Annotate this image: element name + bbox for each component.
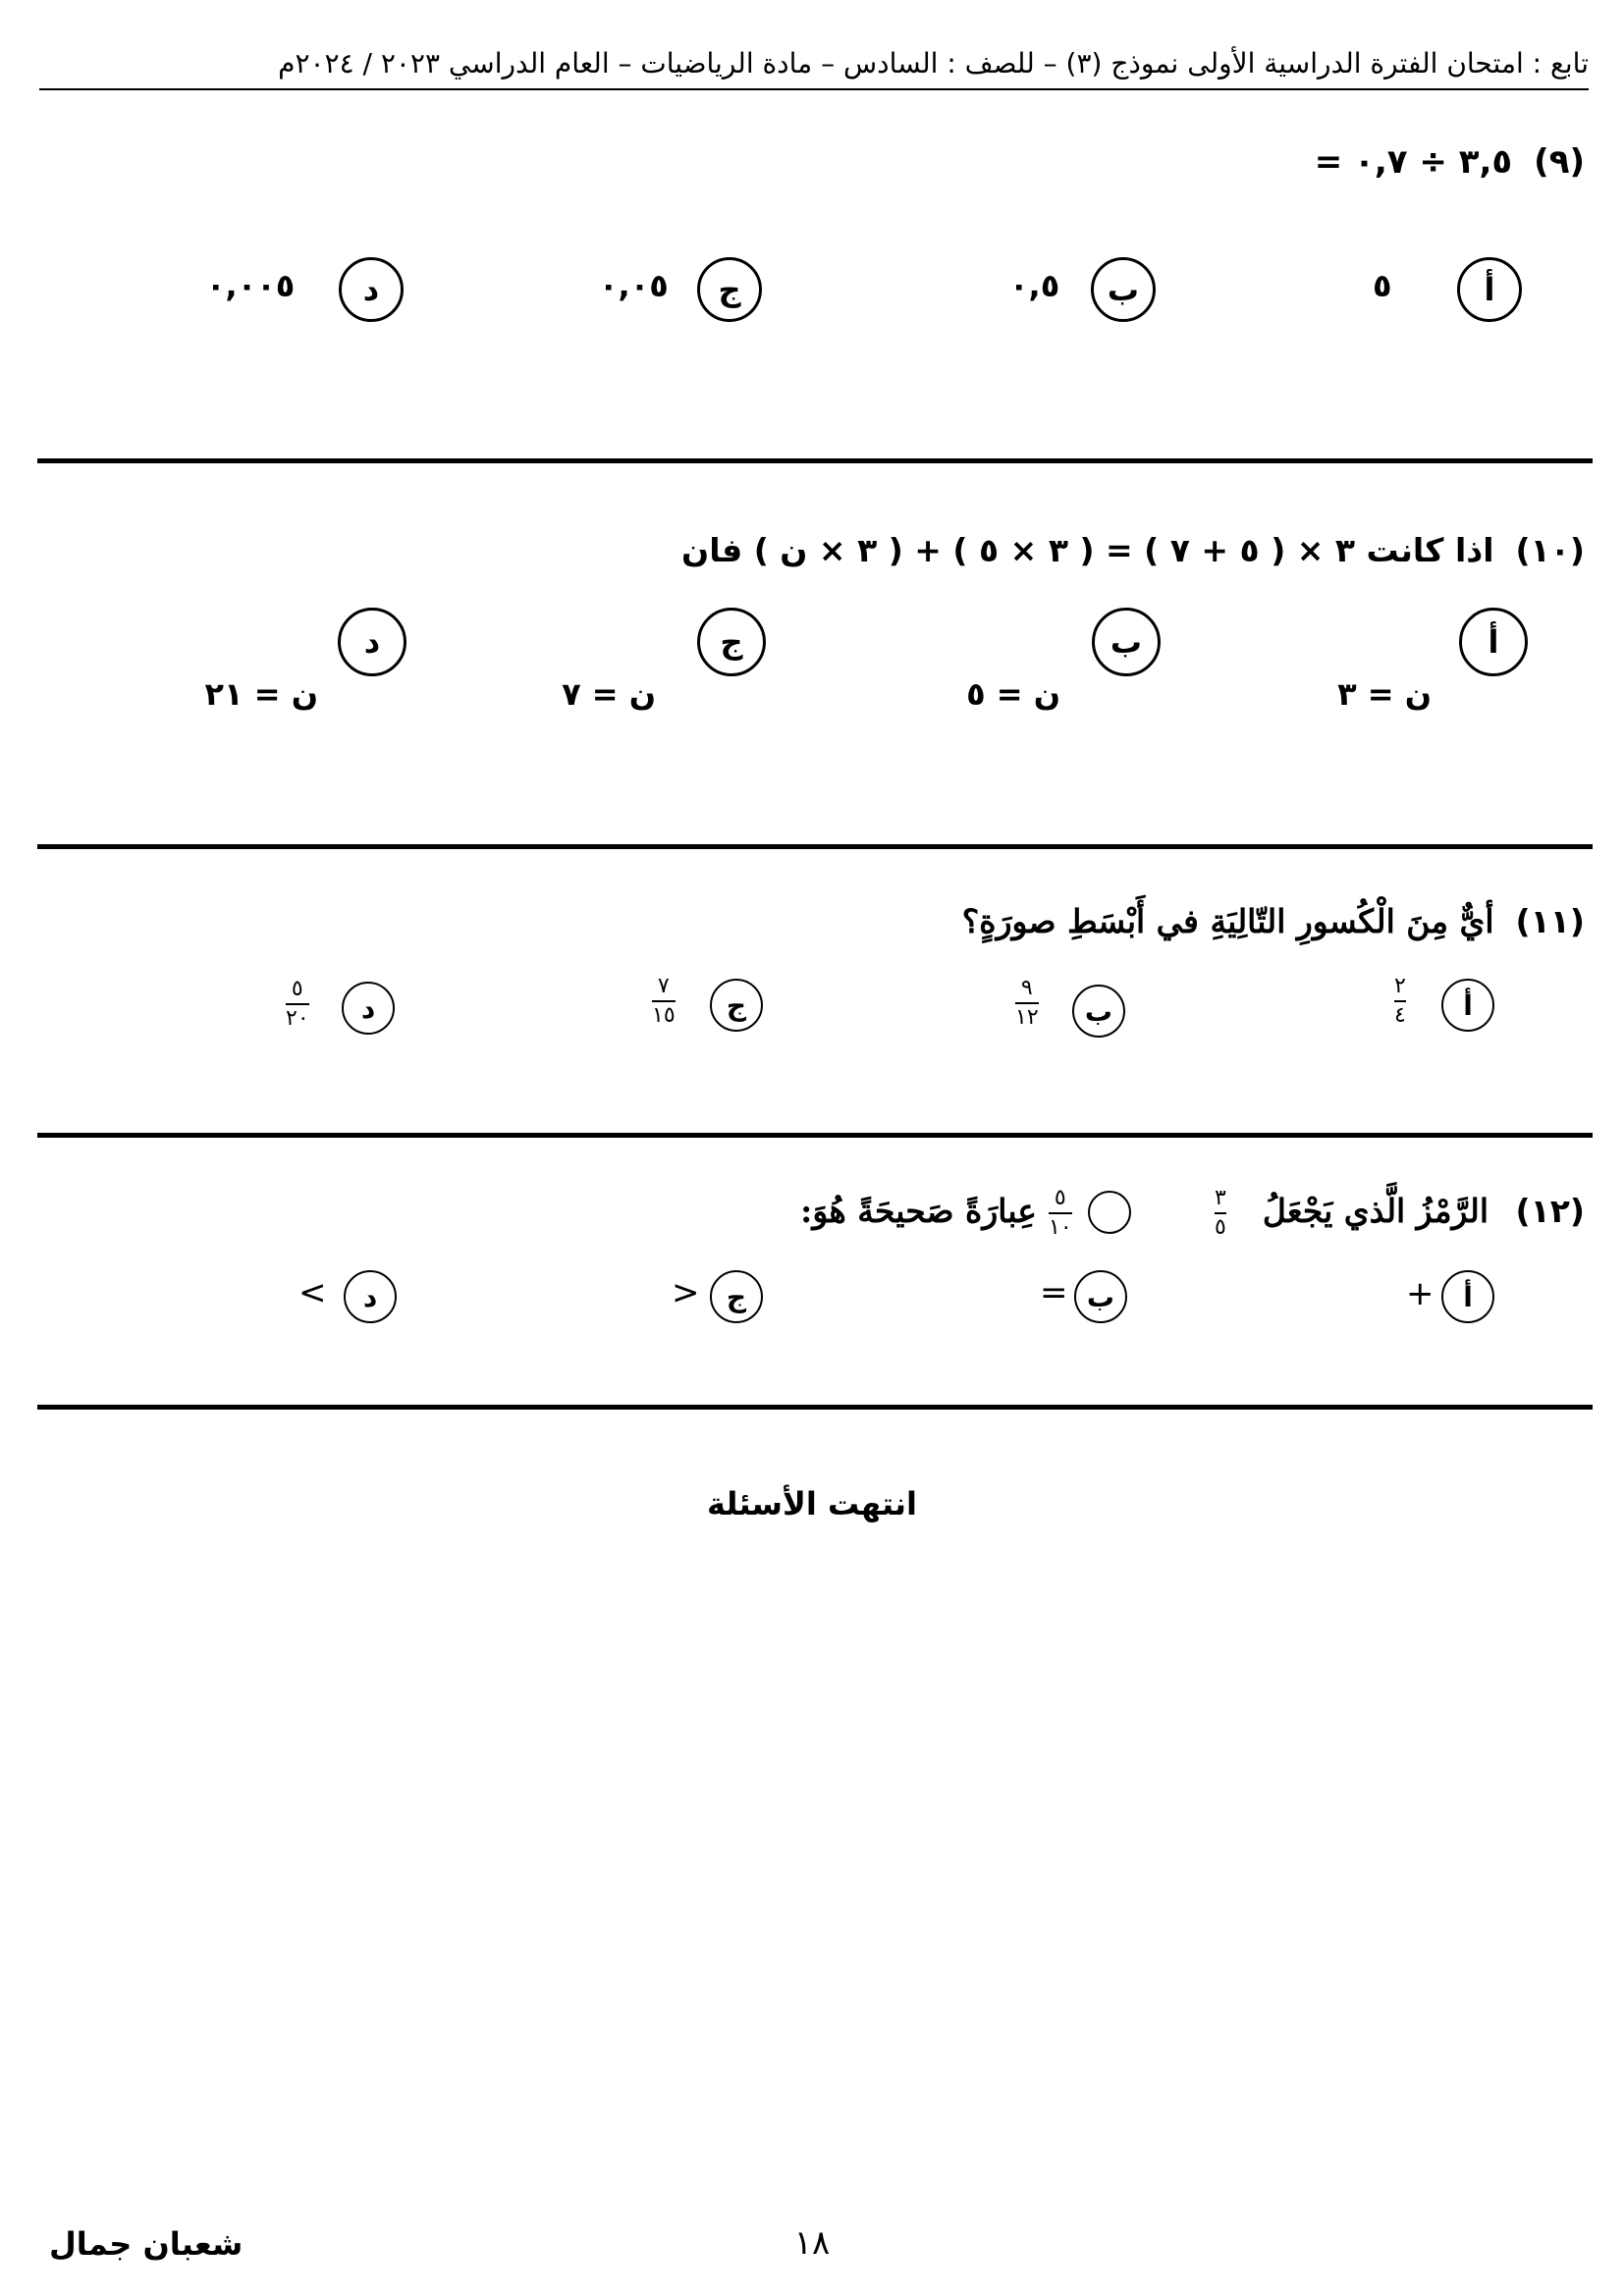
q12-option-c-symbol: > [672, 1273, 700, 1312]
q9-option-a-letter: أ [1484, 271, 1495, 308]
q11-option-a-denominator: ٤ [1394, 1003, 1406, 1028]
q12-option-d-letter: د [362, 1280, 378, 1313]
q9-option-d-circle[interactable] [339, 257, 404, 322]
q12-option-b-symbol: = [1040, 1273, 1068, 1312]
fraction-bar [1015, 1002, 1039, 1004]
question-9-number: (٩) [1534, 142, 1585, 182]
q11-option-d-fraction [286, 979, 309, 1030]
q12-fraction-right [1049, 1188, 1072, 1239]
q12-fraction-right-denominator: ١٠ [1049, 1215, 1072, 1240]
q11-option-c-circle[interactable] [710, 979, 763, 1032]
q12-option-a-symbol: + [1406, 1274, 1435, 1313]
q11-option-b-denominator: ١٢ [1015, 1005, 1039, 1030]
question-9 [1315, 137, 1585, 187]
fraction-bar [1215, 1212, 1226, 1214]
q10-option-a-circle[interactable] [1459, 608, 1528, 676]
q12-option-a-letter: أ [1463, 1280, 1473, 1313]
q10-option-d-circle[interactable] [338, 608, 406, 676]
question-12-text-after: عِبارَةً صَحيحَةً هُوَ: [800, 1192, 1037, 1230]
q12-fraction-right-numerator: ٥ [1054, 1186, 1066, 1210]
q11-option-a-fraction [1394, 976, 1406, 1027]
question-11-text: أيٌّ مِنَ الْكُسورِ التّالِيَةِ في أَبْسَطِ صورَةٍ؟ [961, 902, 1494, 940]
end-of-questions: انتهت الأسئلة [707, 1485, 917, 1522]
question-11 [962, 895, 1585, 948]
q12-option-b-circle[interactable] [1074, 1270, 1127, 1323]
q9-option-b-circle[interactable] [1091, 257, 1156, 322]
q9-option-c-letter: ج [718, 271, 741, 308]
fraction-bar [286, 1003, 309, 1005]
question-12-number: (١٢) [1515, 1192, 1585, 1230]
q12-option-d-circle[interactable] [344, 1270, 397, 1323]
q12-option-c-circle[interactable] [710, 1270, 763, 1323]
q11-option-a-circle[interactable] [1441, 979, 1494, 1032]
q10-option-c-circle[interactable] [697, 608, 766, 676]
question-10-text: اذا كانت ٣ × ( ٥ + ٧ ) = ( ٣ × ٥ ) + ( ٣ × ن ) فان [681, 531, 1494, 569]
q11-option-c-numerator: ٧ [657, 974, 670, 998]
q12-option-b-letter: ب [1086, 1280, 1115, 1313]
q11-option-d-denominator: ٢٠ [286, 1006, 309, 1031]
q11-option-b-letter: ب [1084, 994, 1113, 1028]
q11-option-c-denominator: ١٥ [652, 1003, 676, 1028]
q11-option-d-circle[interactable] [342, 982, 395, 1035]
q10-option-d-letter: د [363, 623, 381, 661]
q12-fraction-left [1215, 1188, 1226, 1239]
divider-3 [37, 1133, 1593, 1138]
q9-option-b-value: ٠,٥ [1009, 267, 1060, 304]
fraction-bar [652, 1000, 676, 1002]
page-number: ١٨ [793, 2223, 831, 2263]
q10-option-b-value: ن = ٥ [966, 675, 1060, 713]
question-9-expression: ٣,٥ ÷ ٠,٧ = [1314, 142, 1513, 182]
q9-option-c-value: ٠,٠٥ [599, 267, 669, 304]
question-10 [681, 526, 1585, 575]
q12-fraction-left-denominator: ٥ [1215, 1215, 1226, 1240]
question-11-number: (١١) [1515, 902, 1585, 940]
q9-option-d-value: ٠,٠٠٥ [206, 267, 296, 304]
q11-option-c-letter: ج [726, 988, 747, 1022]
q11-option-d-letter: د [360, 991, 376, 1025]
q9-option-a-value: ٥ [1373, 267, 1392, 304]
divider-2 [37, 844, 1593, 849]
q11-option-a-numerator: ٢ [1394, 974, 1406, 998]
q10-option-c-value: ن = ٧ [562, 675, 656, 713]
exam-header: تابع : امتحان الفترة الدراسية الأولى نموذج (٣) – للصف : السادس – مادة الرياضيات – العام الدراسي ٢٠٢٣ / ٢٠٢٤م [39, 39, 1589, 90]
q10-option-d-value: ن = ٢١ [204, 675, 318, 713]
divider-4 [37, 1405, 1593, 1410]
q9-option-c-circle[interactable] [697, 257, 762, 322]
q10-option-a-letter: أ [1488, 623, 1499, 661]
q11-option-b-circle[interactable] [1072, 985, 1125, 1038]
q10-option-c-letter: ج [720, 623, 743, 661]
q11-option-b-numerator: ٩ [1020, 976, 1033, 1000]
divider-1 [37, 458, 1593, 463]
q12-option-d-symbol: < [298, 1273, 327, 1312]
q12-option-a-circle[interactable] [1441, 1270, 1494, 1323]
q12-blank-circle[interactable] [1088, 1191, 1131, 1234]
q12-option-c-letter: ج [726, 1280, 747, 1313]
q11-option-a-letter: أ [1463, 988, 1473, 1022]
q9-option-d-letter: د [362, 271, 380, 308]
q11-option-d-numerator: ٥ [291, 977, 303, 1001]
fraction-bar [1394, 1000, 1406, 1002]
q10-option-b-circle[interactable] [1092, 608, 1161, 676]
q11-option-c-fraction [652, 976, 676, 1027]
q10-option-b-letter: ب [1110, 623, 1143, 661]
fraction-bar [1049, 1212, 1072, 1214]
q10-option-a-value: ن = ٣ [1337, 675, 1432, 713]
question-10-number: (١٠) [1515, 531, 1585, 569]
q12-fraction-left-numerator: ٣ [1215, 1186, 1226, 1210]
author-name: شعبان جمال [49, 2225, 244, 2263]
question-12-text-before: الرَّمْزُ الَّذي يَجْعَلُ [1262, 1192, 1489, 1230]
q11-option-b-fraction [1015, 978, 1039, 1029]
q9-option-a-circle[interactable] [1457, 257, 1522, 322]
q9-option-b-letter: ب [1107, 271, 1140, 308]
